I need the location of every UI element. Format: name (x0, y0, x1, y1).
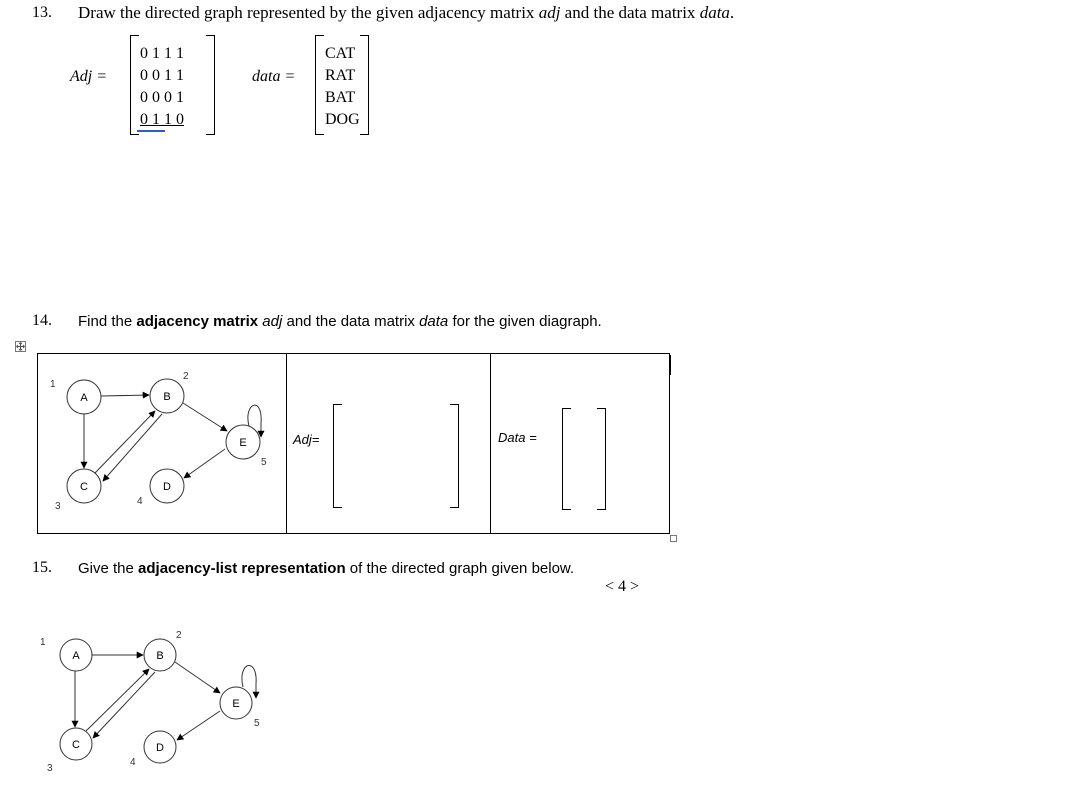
edge-e-d (184, 449, 225, 478)
q13-text-part: Draw the directed graph represented by the given adjacency matrix (78, 3, 539, 22)
q13-adj-label: Adj = (70, 68, 108, 85)
q15-text-part: Give the (78, 560, 139, 577)
data-matrix-row: RAT (325, 67, 356, 84)
edge-b-e (183, 403, 227, 431)
q14-data-label: Data = (498, 430, 537, 445)
adj-answer-right-bracket (450, 404, 459, 508)
node-number: 2 (183, 371, 189, 382)
node-label: B (156, 650, 164, 662)
node-label: C (80, 481, 88, 493)
edge-b-c (93, 672, 155, 738)
q15-graph (30, 620, 280, 780)
node-number: 2 (176, 630, 182, 641)
q14-text-bold: adjacency matrix (136, 313, 259, 330)
edge-c-b (86, 669, 149, 731)
node-number: 3 (55, 501, 61, 512)
node-number: 4 (137, 496, 143, 507)
move-handle-icon[interactable] (15, 341, 26, 352)
q15-text-part: of the directed graph given below. (345, 560, 575, 577)
q13-text-part: and the data matrix (560, 3, 700, 22)
node-label: A (72, 650, 80, 662)
edge-e-d (177, 711, 220, 740)
node-label: E (232, 698, 240, 710)
q14-text-part: Find the (78, 313, 137, 330)
edge-c-b (95, 411, 155, 473)
node-label: D (156, 742, 164, 754)
q13-data-label: data = (252, 68, 296, 85)
adj-matrix-row: 0 1 1 0 (140, 111, 184, 128)
adj-matrix-row: 0 1 1 1 (140, 45, 184, 62)
data-matrix-row: CAT (325, 45, 356, 62)
q13-text-data: data (699, 3, 730, 22)
q15-number: 15. (32, 559, 52, 576)
q14-text-adj: adj (262, 313, 283, 330)
q13-text (78, 3, 734, 23)
node-label: D (163, 481, 171, 493)
text-cursor (670, 355, 671, 375)
spell-underline (137, 130, 165, 132)
data-answer-right-bracket (597, 408, 606, 510)
node-label: C (72, 739, 80, 751)
q14-adj-label: Adj= (293, 432, 320, 447)
adj-answer-left-bracket (333, 404, 342, 508)
q14-text-data: data (419, 313, 449, 330)
node-number: 5 (254, 718, 260, 729)
q15-text-bold: adjacency-list representation (138, 560, 346, 577)
node-number: 3 (47, 763, 53, 774)
node-number: 1 (40, 637, 46, 648)
adj-matrix-row: 0 0 0 1 (140, 89, 184, 106)
q14-text (78, 313, 602, 330)
q15-marks: < 4 > (605, 578, 640, 595)
data-matrix-row: BAT (325, 89, 356, 106)
move-handle-glyph (16, 342, 25, 351)
q13-number: 13. (32, 4, 52, 21)
q14-number: 14. (32, 312, 52, 329)
node-label: E (239, 437, 247, 449)
adj-matrix-row: 0 0 1 1 (140, 67, 184, 84)
edge-b-c (103, 414, 162, 481)
node-label: A (80, 392, 88, 404)
node-label: B (163, 391, 171, 403)
q14-text-part: for the given diagraph. (448, 313, 602, 330)
data-answer-left-bracket (562, 408, 571, 510)
q13-text-part: . (729, 3, 735, 22)
node-number: 1 (50, 379, 56, 390)
node-number: 5 (261, 457, 267, 468)
q14-text-part: and the data matrix (282, 313, 420, 330)
data-matrix-row: DOG (325, 111, 360, 128)
adj-matrix-left-bracket (130, 35, 139, 135)
edge-e-e (248, 405, 261, 437)
edge-b-e (175, 662, 220, 693)
data-matrix-left-bracket (315, 35, 324, 135)
edge-a-b (101, 395, 149, 396)
adj-matrix-right-bracket (206, 35, 215, 135)
data-matrix-right-bracket (360, 35, 369, 135)
node-number: 4 (130, 757, 136, 768)
resize-handle-icon[interactable] (670, 535, 677, 542)
q15-text (78, 560, 574, 577)
q13-text-adj: adj (538, 3, 561, 22)
q14-graph (37, 353, 286, 533)
